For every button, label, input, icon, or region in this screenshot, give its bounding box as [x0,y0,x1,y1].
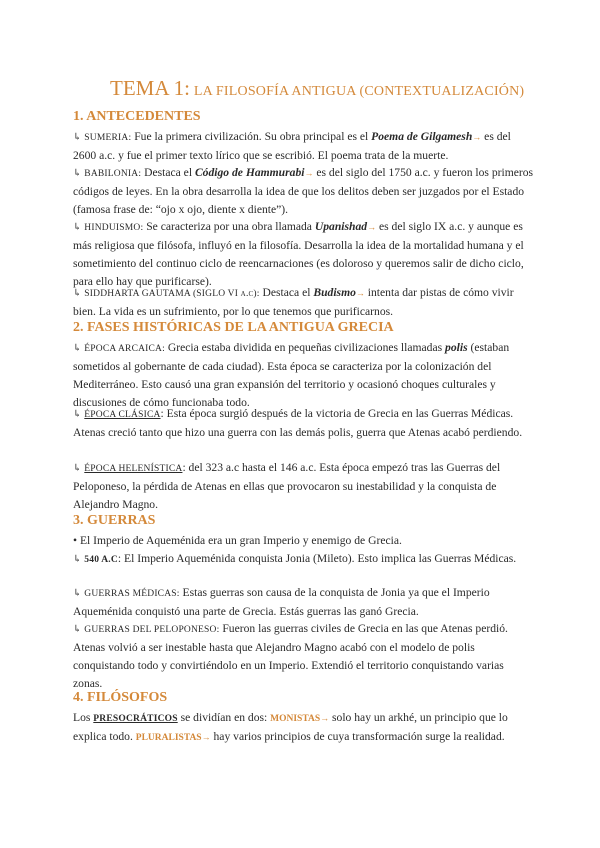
text: Fueron las guerras civiles de Grecia en las que Atenas perdió. Atenas volvió a ser inestable hasta que Alejandro Magno acabó con el modelo de polis conquistando todo y convirtiéndolo en un Imperio. Extendió el territorio conquistando varias zonas. [73,622,508,690]
paragraph-sumeria [73,128,535,165]
section-heading-guerras: 3. GUERRAS [73,513,156,528]
text: : Esta época surgió después de la victoria de Grecia en las Guerras Médicas. Atenas creció tanto que hizo una guerra con las demás polis, guerra que Atenas acabó perdiendo. [73,407,523,439]
corner-arrow-icon: ↳ [73,409,82,420]
arrow-icon: → [355,288,365,298]
title-sub: LA FILOSOFÍA ANTIGUA (CONTEXTUALIZACIÓN) [193,84,525,99]
paragraph-siddharta [73,284,535,321]
paragraph-epoca-clasica [73,405,535,442]
paragraph-babilonia [73,164,535,219]
text: : El Imperio Aqueménida conquista Jonia (Mileto). Esto implica las Guerras Médicas. [117,552,517,565]
paragraph-guerras-peloponeso [73,620,535,693]
paragraph-epoca-helenistica [73,459,535,514]
label: SUMERIA: [84,133,132,143]
label: ÉPOCA ARCAICA: [84,344,165,354]
text: Destaca el [259,286,314,299]
text: Estas guerras son causa de la conquista de Jonia ya que el Imperio Aqueménida conquistó una parte de Grecia. Estás guerras las ganó Grecia. [73,586,490,618]
corner-arrow-icon: ↳ [73,343,82,354]
corner-arrow-icon: ↳ [73,132,82,143]
text: (estaban sometidos al gobernante de cada ciudad). Esta época se caracteriza por la colonización del Mediterráneo. Esto causó una gran expansión del territorio y ocasionó choques culturales y discusiones de cómo funcionaba todo. [73,341,510,409]
arrow-icon: → [201,732,211,742]
text: Destaca el [141,166,195,179]
section-heading-antecedentes: 1. ANTECEDENTES [73,109,201,124]
text: Grecia estaba dividida en pequeñas civilizaciones llamadas [164,341,446,354]
corner-arrow-icon: ↳ [73,554,82,565]
label: ÉPOCA CLÁSICA [84,410,161,420]
text: Los [73,711,94,724]
label: BABILONIA: [84,169,142,179]
label: HINDUISMO: [84,223,144,233]
text: hay varios principios de cuya transformación surge la realidad. [210,730,505,743]
arrow-icon: → [367,222,377,232]
text: es del 2600 a.c. y fue el primer texto lírico que se escribió. El poema trata de la muerte. [73,130,511,162]
arrow-icon: → [472,132,482,142]
paragraph-imperio [73,532,535,550]
label: ÉPOCA HELENÍSTICA [84,464,183,474]
arrow-icon: → [320,713,330,723]
text: es del siglo IX a.c. y aunque es más religiosa que filósofa, influyó en la filosofía. Desarrolla la idea de la mortalidad humana y el sometimiento del continuo ciclo de reencarnaciones (es doloroso y queremos salir de dicho ciclo, para ello hay que purificarse). [73,220,524,288]
text: El Imperio de Aqueménida era un gran Imperio y enemigo de Grecia. [77,534,402,547]
section-heading-filosofos: 4. FILÓSOFOS [73,690,168,705]
text: Fue la primera civilización. Su obra principal es el [131,130,372,143]
paragraph-hinduismo [73,218,535,291]
section-heading-fases: 2. FASES HISTÓRICAS DE LA ANTIGUA GRECIA [73,320,394,335]
text: Se caracteriza por una obra llamada [143,220,315,233]
work-title: Código de Hammurabi [194,166,305,179]
arrow-icon: → [304,168,314,178]
monistas-term: MONISTAS [270,714,321,724]
work-title: polis [445,341,468,354]
label: GUERRAS MÉDICAS: [84,589,180,599]
work-title: Budismo [313,286,356,299]
text: es del siglo del 1750 a.c. y fueron los primeros códigos de leyes. En la obra desarrolla la idea de que los delitos deben ser juzgados por el Estado (famosa frase de: “ojo x ojo, diente x diente”). [73,166,534,216]
paragraph-epoca-arcaica [73,339,535,412]
paragraph-filosofos [73,709,535,747]
label: SIDDHARTA GAUTAMA (SIGLO VI a.c): [84,289,260,299]
corner-arrow-icon: ↳ [73,463,82,474]
corner-arrow-icon: ↳ [73,588,82,599]
corner-arrow-icon: ↳ [73,168,82,179]
text: intenta dar pistas de cómo vivir bien. La vida es un sufrimiento, por lo que tenemos que purificarnos. [73,286,514,318]
corner-arrow-icon: ↳ [73,222,82,233]
title-main: TEMA 1: [110,76,190,100]
label: GUERRAS DEL PELOPONESO: [84,625,220,635]
pluralistas-term: PLURALISTAS [135,733,202,743]
page-title [110,76,550,101]
work-title: Poema de Gilgamesh [371,130,473,143]
label: 540 A.C [84,555,118,565]
paragraph-guerras-medicas [73,584,535,621]
text: solo hay un arkhé, un principio que lo explica todo. [73,711,508,743]
bullet-icon: • [73,534,78,547]
text: se dividían en dos: [177,711,271,724]
text: : del 323 a.c hasta el 146 a.c. Esta época empezó tras las Guerras del Peloponeso, la pérdida de Atenas en ellas que provocaron su inestabilidad y la conquista de Alejandro Magno. [73,461,501,511]
work-title: Upanishad [314,220,368,233]
paragraph-540 [73,550,535,569]
corner-arrow-icon: ↳ [73,288,82,299]
presocraticos-term: PRESOCRÁTICOS [93,714,178,724]
corner-arrow-icon: ↳ [73,624,82,635]
